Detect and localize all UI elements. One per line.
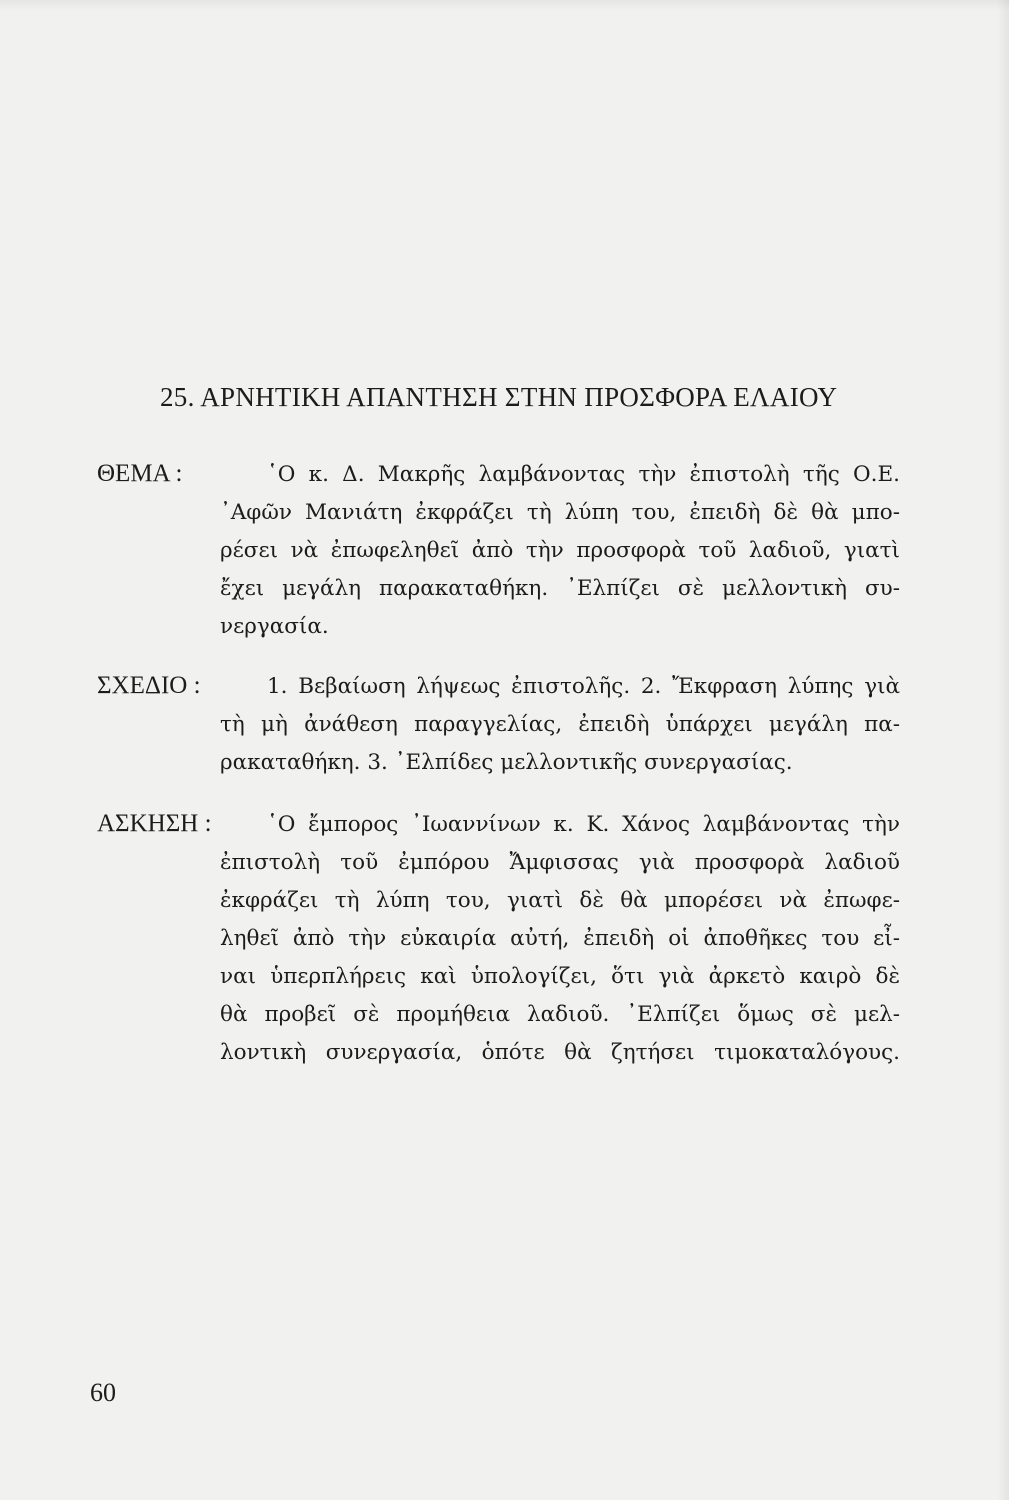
thema-line: νεργασία.	[220, 614, 329, 639]
section-label-schedio: ΣΧΕΔΙΟ :	[97, 672, 201, 699]
thema-line: ῾Ο κ. Δ. Μακρῆς λαμβάνοντας τὴν ἐπιστολὴ τῆς Ο.Ε.	[267, 462, 900, 487]
thema-line: ρέσει νὰ ἐπωφεληθεῖ ἀπὸ τὴν προσφορὰ τοῦ λαδιοῦ, γιατὶ	[220, 538, 900, 563]
section-label-thema: ΘΕΜΑ :	[97, 460, 183, 487]
thema-line: ἔχει μεγάλη παρακαταθήκη. ᾿Ελπίζει σὲ μελλοντικὴ συ-	[220, 576, 900, 601]
askisi-line: ἐπιστολὴ τοῦ ἐμπόρου Ἄμφισσας γιὰ προσφορὰ λαδιοῦ	[220, 850, 900, 875]
exercise-heading: 25. ΑΡΝΗΤΙΚΗ ΑΠΑΝΤΗΣΗ ΣΤΗΝ ΠΡΟΣΦΟΡΑ ΕΛΑΙΟΥ	[160, 382, 838, 412]
askisi-line: ἐκφράζει τὴ λύπη του, γιατὶ δὲ θὰ μπορέσει νὰ ἐπωφε-	[220, 888, 900, 913]
thema-line: ᾿Αφῶν Μανιάτη ἐκφράζει τὴ λύπη του, ἐπειδὴ δὲ θὰ μπο-	[220, 500, 900, 525]
askisi-line: θὰ προβεῖ σὲ προμήθεια λαδιοῦ. ᾿Ελπίζει ὅμως σὲ μελ-	[220, 1002, 900, 1027]
schedio-line: ρακαταθήκη. 3. ᾿Ελπίδες μελλοντικῆς συνεργασίας.	[220, 750, 793, 775]
page-number: 60	[90, 1378, 116, 1407]
askisi-line: ληθεῖ ἀπὸ τὴν εὐκαιρία αὐτή, ἐπειδὴ οἱ ἀποθῆκες του εἶ-	[220, 926, 900, 951]
scan-page-edge	[997, 0, 1009, 1500]
schedio-line: τὴ μὴ ἀνάθεση παραγγελίας, ἐπειδὴ ὑπάρχει μεγάλη πα-	[220, 712, 900, 737]
schedio-line: 1. Βεβαίωση λήψεως ἐπιστολῆς. 2. Ἔκφραση λύπης γιὰ	[267, 674, 900, 699]
section-label-askisi: ΑΣΚΗΣΗ :	[97, 810, 212, 837]
scan-top-shadow	[0, 0, 1009, 10]
askisi-line: ῾Ο ἔμπορος ᾿Ιωαννίνων κ. Κ. Χάνος λαμβάνοντας τὴν	[267, 812, 900, 837]
askisi-line: ναι ὑπερπλήρεις καὶ ὑπολογίζει, ὅτι γιὰ ἀρκετὸ καιρὸ δὲ	[220, 964, 900, 989]
askisi-line: λοντικὴ συνεργασία, ὁπότε θὰ ζητήσει τιμοκαταλόγους.	[220, 1040, 900, 1065]
